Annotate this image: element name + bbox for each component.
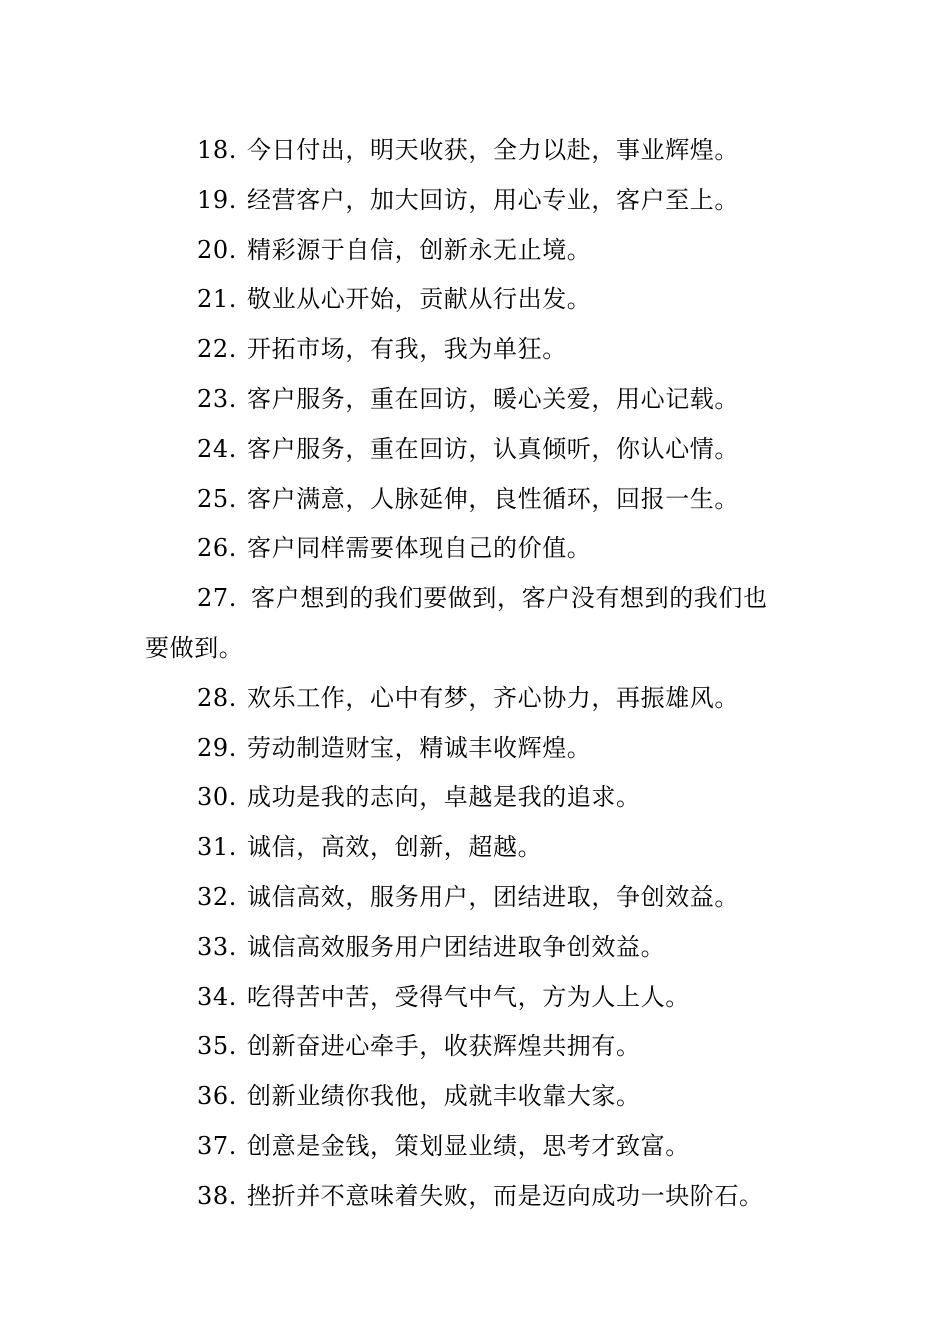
item-text: 诚信高效，服务用户，团结进取，争创效益。: [247, 882, 739, 911]
list-item: [145, 126, 810, 176]
list-item: [145, 1022, 810, 1072]
item-text: 创新业绩你我他，成就丰收靠大家。: [247, 1082, 641, 1111]
item-number: 30.: [197, 783, 237, 812]
item-text: 经营客户，加大回访，用心专业，客户至上。: [247, 185, 739, 214]
item-number: 21.: [197, 285, 237, 314]
item-number: 34.: [197, 982, 237, 1011]
item-text: 精彩源于自信，创新永无止境。: [247, 235, 592, 264]
item-text: 客户服务，重在回访，暖心关爱，用心记载。: [247, 384, 739, 413]
list-item-continuation: 要做到。: [145, 633, 244, 662]
list-item: [145, 923, 810, 973]
list-item: [145, 1122, 810, 1172]
item-text: 开拓市场，有我，我为单狂。: [247, 335, 567, 364]
item-text: 客户想到的我们要做到，客户没有想到的我们也: [251, 584, 768, 613]
item-number: 22.: [197, 335, 237, 364]
list-item: [145, 275, 810, 325]
list-item: [145, 524, 810, 574]
item-number: 31.: [197, 833, 237, 862]
item-text: 诚信高效服务用户团结进取争创效益。: [247, 932, 666, 961]
list-item: [145, 724, 810, 774]
item-number: 23.: [197, 384, 237, 413]
list-item-first-line: [145, 574, 810, 624]
list-item: [145, 176, 810, 226]
item-number: 26.: [197, 534, 237, 563]
item-number: 36.: [197, 1082, 237, 1111]
list-item: [145, 823, 810, 873]
item-text: 创意是金钱，策划显业绩，思考才致富。: [247, 1131, 690, 1160]
item-text: 吃得苦中苦，受得气中气，方为人上人。: [247, 982, 690, 1011]
list-item: [145, 574, 810, 674]
list-item: [145, 973, 810, 1023]
item-text: 客户满意，人脉延伸，良性循环，回报一生。: [247, 484, 739, 513]
item-text: 客户服务，重在回访，认真倾听，你认心情。: [247, 434, 739, 463]
item-text: 创新奋进心牵手，收获辉煌共拥有。: [247, 1032, 641, 1061]
item-text: 欢乐工作，心中有梦，齐心协力，再振雄风。: [247, 683, 739, 712]
item-number: 28.: [197, 683, 237, 712]
item-number: 38.: [197, 1181, 237, 1210]
item-number: 27.: [197, 584, 237, 613]
item-text: 客户同样需要体现自己的价值。: [247, 534, 592, 563]
item-number: 25.: [197, 484, 237, 513]
list-item: [145, 375, 810, 425]
item-number: 20.: [197, 235, 237, 264]
item-number: 24.: [197, 434, 237, 463]
item-text: 今日付出，明天收获，全力以赴，事业辉煌。: [247, 136, 739, 164]
item-number: 35.: [197, 1032, 237, 1061]
item-text: 挫折并不意味着失败，而是迈向成功一块阶石。: [247, 1181, 764, 1210]
item-number: 37.: [197, 1131, 237, 1160]
item-text: 诚信，高效，创新，超越。: [247, 833, 543, 862]
item-number: 32.: [197, 882, 237, 911]
item-text: 劳动制造财宝，精诚丰收辉煌。: [247, 733, 592, 762]
item-text: 敬业从心开始，贡献从行出发。: [247, 285, 592, 314]
list-item: [145, 773, 810, 823]
item-number: 18.: [197, 136, 237, 164]
item-number: 19.: [197, 185, 237, 214]
list-item: [145, 873, 810, 923]
list-item: [145, 1072, 810, 1122]
list-item: [145, 475, 810, 525]
item-text: 成功是我的志向，卓越是我的追求。: [247, 783, 641, 812]
list-item: [145, 674, 810, 724]
slogan-list: [145, 126, 810, 1222]
list-item: [145, 226, 810, 276]
item-number: 29.: [197, 733, 237, 762]
list-item: [145, 325, 810, 375]
item-number: 33.: [197, 932, 237, 961]
list-item: [145, 1172, 810, 1222]
list-item: [145, 425, 810, 475]
